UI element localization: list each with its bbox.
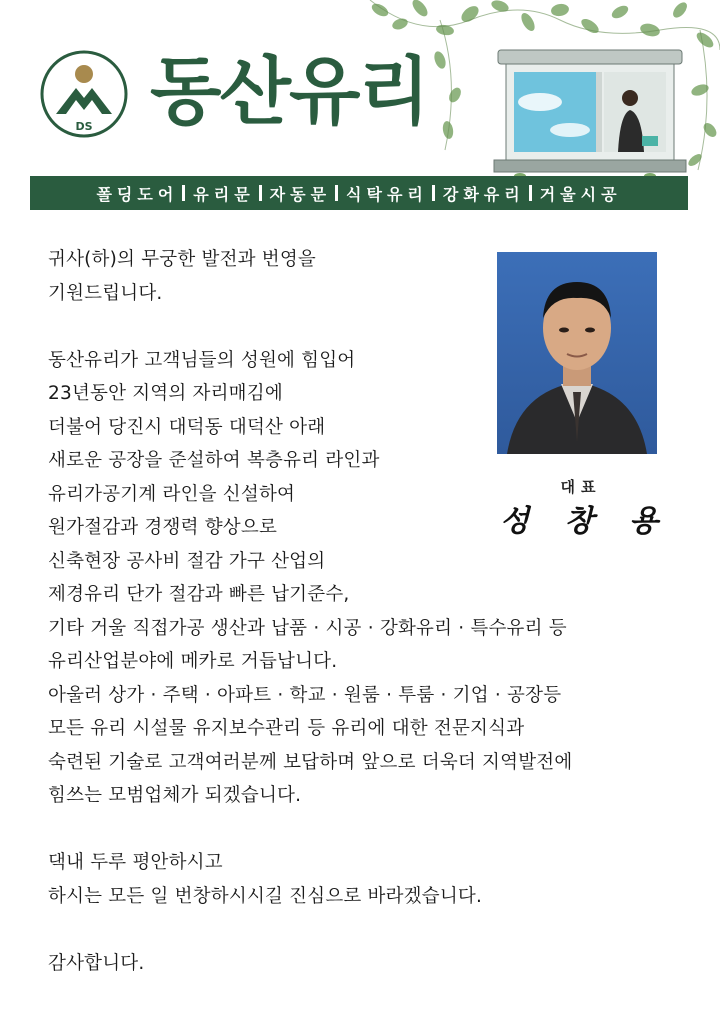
- company-name: 동산유리: [150, 49, 428, 135]
- letter-line: 댁내 두루 평안하시고: [48, 852, 223, 873]
- representative-photo: [497, 252, 657, 454]
- letter-line: 23년동안 지역의 자리매김에: [48, 383, 283, 404]
- nav-separator: [529, 185, 532, 201]
- letter-line: 힘쓰는 모범업체가 되겠습니다.: [48, 785, 302, 806]
- letter-line: 유리가공기계 라인을 신설하여: [48, 483, 296, 505]
- nav-item: 폴딩도어: [96, 184, 179, 204]
- nav-item: 유리문: [193, 184, 255, 204]
- letter-line: 제경유리 단가 절감과 빠른 납기준수,: [48, 584, 350, 605]
- signature-char: 용: [629, 504, 660, 539]
- representative-signature: [500, 496, 660, 540]
- letter-line: 숙련된 기술로 고객여러분께 보답하며 앞으로 더욱더 지역발전에: [48, 751, 573, 773]
- letter-line: 더불어 당진시 대덕동 대덕산 아래: [48, 416, 326, 438]
- letter-line: 새로운 공장을 준설하여 복층유리 라인과: [48, 450, 380, 471]
- nav-item: 식탁유리: [346, 184, 428, 204]
- representative-title: 대표: [560, 478, 602, 496]
- signature-char: 성: [500, 504, 531, 539]
- paragraph-break: [48, 813, 658, 847]
- letter-line: 귀사(하)의 무궁한 발전과 번영을: [48, 249, 317, 270]
- nav-separator: [182, 185, 185, 201]
- nav-item: 강화유리: [442, 184, 525, 204]
- nav-separator: [335, 185, 338, 201]
- letter-line: 동산유리가 고객님들의 성원에 힘입어: [48, 349, 356, 371]
- letter-line: 감사합니다.: [48, 952, 145, 974]
- nav-separator: [432, 185, 435, 201]
- nav-item: 자동문: [269, 184, 332, 204]
- letter-line: 기원드립니다.: [48, 282, 163, 304]
- company-logo: [40, 50, 128, 138]
- signature-char: 창: [564, 504, 596, 539]
- letter-line: 하시는 모든 일 번창하시시길 진심으로 바라겠습니다.: [48, 885, 483, 907]
- nav-separator: [259, 185, 262, 201]
- letter-line: 신축현장 공사비 절감 가구 산업의: [48, 550, 326, 572]
- letter-line: 원가절감과 경쟁력 향상으로: [48, 517, 278, 538]
- nav-item: 거울시공: [539, 184, 622, 204]
- letter-line: 유리산업분야에 메카로 거듭납니다.: [48, 651, 338, 672]
- service-nav-bar: [30, 176, 688, 210]
- logo-text: DS: [75, 120, 93, 133]
- letter-line: 기타 거울 직접가공 생산과 납품 · 시공 · 강화유리 · 특수유리 등: [48, 617, 567, 639]
- paragraph-break: [48, 913, 658, 947]
- letter-line: 모든 유리 시설물 유지보수관리 등 유리에 대한 전문지식과: [48, 718, 525, 739]
- window-illustration: [490, 40, 690, 180]
- letter-line: 아울러 상가 · 주택 · 아파트 · 학교 · 원룸 · 투룸 · 기업 · 공장등: [48, 684, 562, 706]
